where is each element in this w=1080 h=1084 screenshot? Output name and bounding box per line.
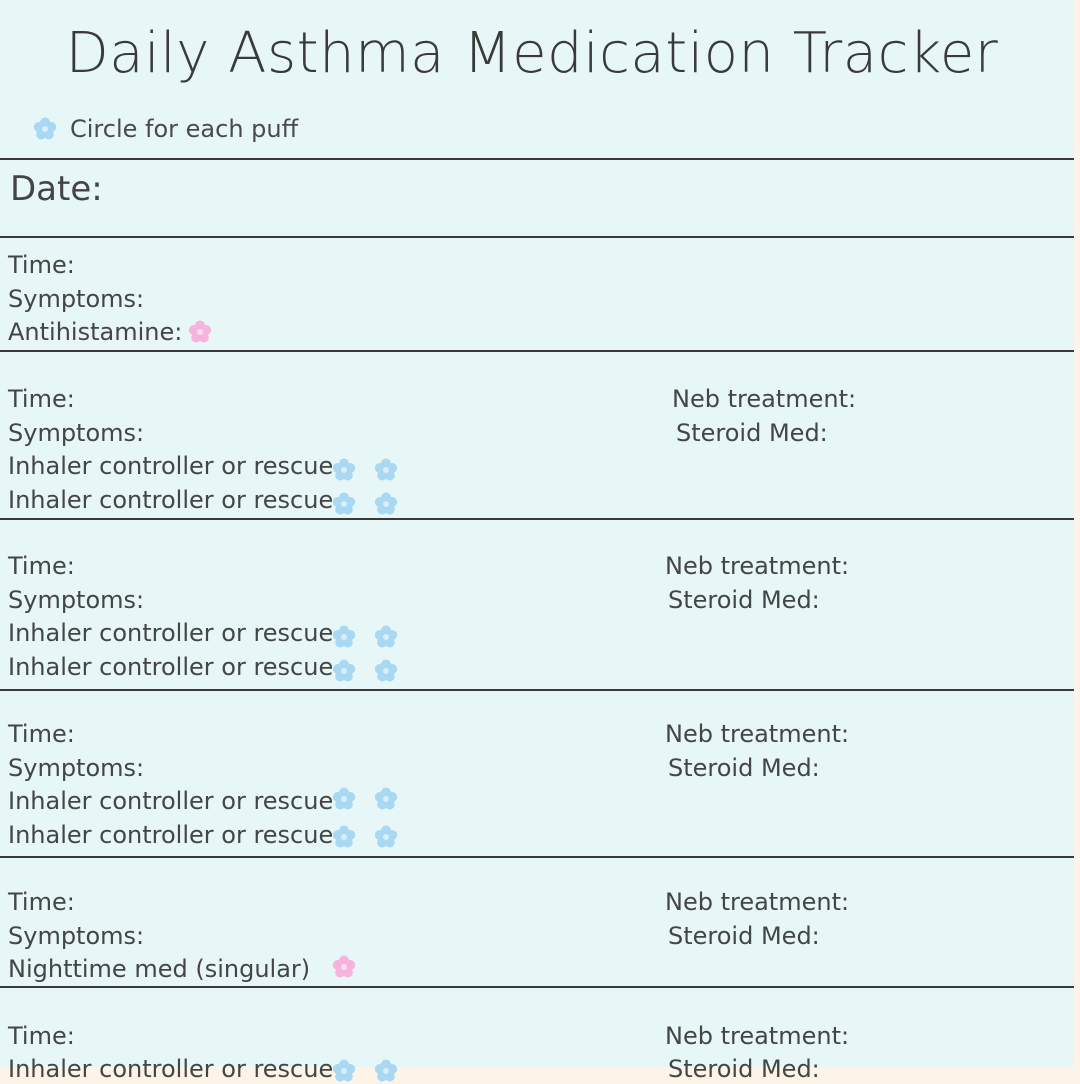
- inhaler-label: Inhaler controller or rescue: [8, 1055, 334, 1083]
- steroid-med-label: Steroid Med:: [668, 586, 820, 614]
- nighttime-med-label: Nighttime med (singular): [8, 955, 311, 983]
- time-label: Time:: [8, 1022, 75, 1050]
- blue-flower-icon[interactable]: [331, 1058, 357, 1084]
- puff-icons: [331, 491, 399, 517]
- neb-treatment-label: Neb treatment:: [665, 888, 850, 916]
- symptoms-label: Symptoms:: [8, 754, 145, 782]
- divider: [0, 236, 1074, 238]
- blue-flower-icon[interactable]: [331, 457, 357, 483]
- blue-flower-icon[interactable]: [373, 1058, 399, 1084]
- blue-flower-icon[interactable]: [373, 786, 399, 812]
- antihistamine-label: Antihistamine:: [8, 318, 183, 346]
- divider: [0, 350, 1074, 352]
- time-label: Time:: [8, 552, 75, 580]
- blue-flower-icon[interactable]: [331, 786, 357, 812]
- divider: [0, 986, 1074, 988]
- legend: [32, 112, 298, 146]
- symptoms-label: Symptoms:: [8, 285, 145, 313]
- inhaler-label: Inhaler controller or rescue: [8, 821, 334, 849]
- puff-icons: [331, 824, 399, 850]
- blue-flower-icon[interactable]: [373, 658, 399, 684]
- divider: [0, 689, 1074, 691]
- neb-treatment-label: Neb treatment:: [665, 552, 850, 580]
- divider: [0, 158, 1074, 160]
- symptoms-label: Symptoms:: [8, 586, 145, 614]
- puff-icons: [331, 786, 399, 812]
- neb-treatment-label: Neb treatment:: [672, 385, 857, 413]
- symptoms-label: Symptoms:: [8, 419, 145, 447]
- blue-flower-icon[interactable]: [331, 491, 357, 517]
- blue-flower-icon[interactable]: [331, 658, 357, 684]
- steroid-med-label: Steroid Med:: [668, 1055, 820, 1083]
- pink-flower-icon[interactable]: [331, 954, 357, 980]
- neb-treatment-label: Neb treatment:: [665, 720, 850, 748]
- divider: [0, 856, 1074, 858]
- steroid-med-label: Steroid Med:: [668, 754, 820, 782]
- blue-flower-icon[interactable]: [373, 457, 399, 483]
- inhaler-label: Inhaler controller or rescue: [8, 486, 334, 514]
- puff-icons: [331, 457, 399, 483]
- legend-text: Circle for each puff: [70, 115, 299, 143]
- time-label: Time:: [8, 251, 75, 279]
- blue-flower-icon[interactable]: [331, 624, 357, 650]
- inhaler-label: Inhaler controller or rescue: [8, 787, 334, 815]
- date-label: Date:: [10, 169, 103, 209]
- symptoms-label: Symptoms:: [8, 922, 145, 950]
- inhaler-label: Inhaler controller or rescue: [8, 452, 334, 480]
- blue-flower-icon[interactable]: [373, 624, 399, 650]
- puff-icons: [331, 624, 399, 650]
- page-title: Daily Asthma Medication Tracker: [65, 21, 999, 86]
- inhaler-label: Inhaler controller or rescue: [8, 619, 334, 647]
- time-label: Time:: [8, 720, 75, 748]
- blue-flower-icon: [32, 116, 58, 142]
- steroid-med-label: Steroid Med:: [668, 922, 820, 950]
- puff-icons: [331, 1058, 399, 1084]
- puff-icons: [331, 658, 399, 684]
- blue-flower-icon[interactable]: [373, 824, 399, 850]
- divider: [0, 518, 1074, 520]
- inhaler-label: Inhaler controller or rescue: [8, 653, 334, 681]
- blue-flower-icon[interactable]: [373, 491, 399, 517]
- pink-flower-icon[interactable]: [187, 319, 213, 345]
- blue-flower-icon[interactable]: [331, 824, 357, 850]
- time-label: Time:: [8, 888, 75, 916]
- time-label: Time:: [8, 385, 75, 413]
- neb-treatment-label: Neb treatment:: [665, 1022, 850, 1050]
- steroid-med-label: Steroid Med:: [676, 419, 828, 447]
